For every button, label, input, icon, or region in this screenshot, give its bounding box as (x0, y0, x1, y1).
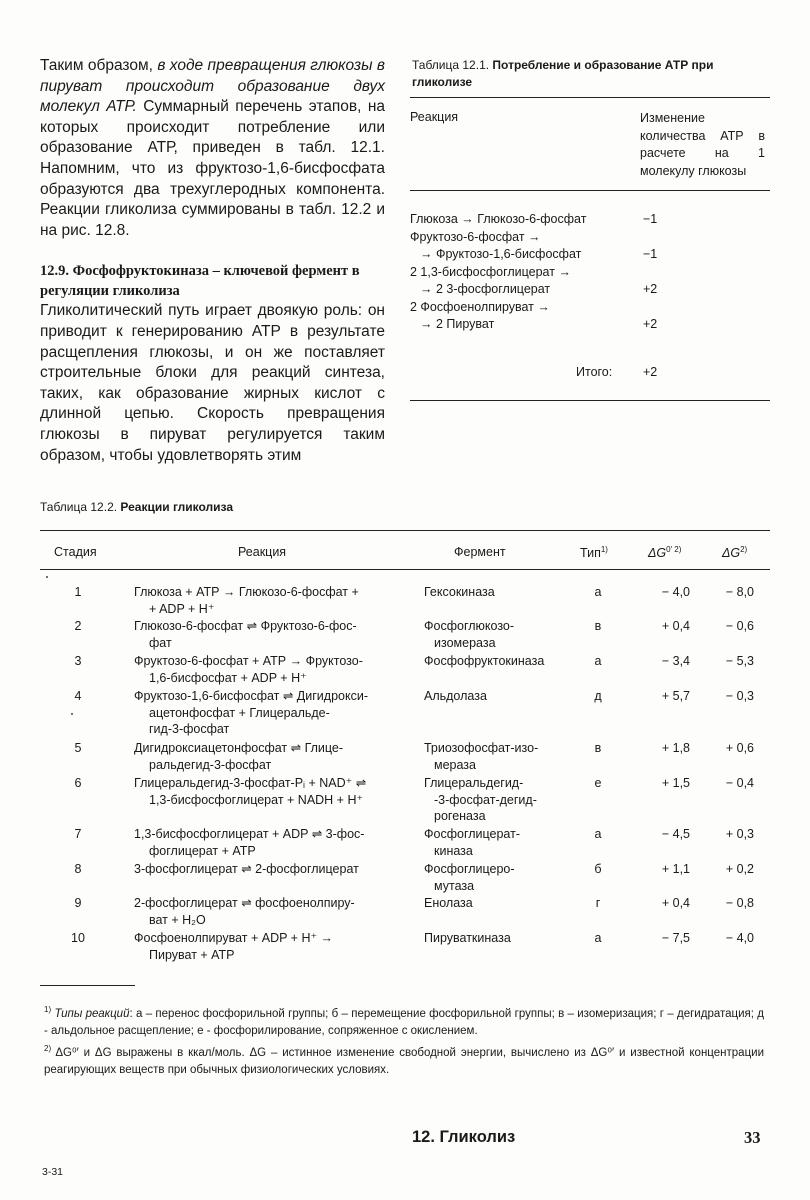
table2-stage-cell: 7 (74, 827, 82, 841)
table2-row (40, 584, 770, 617)
table2-header-dg-sup: 2) (740, 545, 748, 554)
table1-reaction-cell: Фруктозо-6-фосфат → (410, 229, 541, 244)
table2-enzyme-cell (424, 775, 564, 825)
table2-enzyme-line: мераза (434, 757, 476, 772)
table2-reaction-line: + ADP + H⁺ (149, 601, 215, 616)
table2-enzyme-line: Альдолаза (424, 689, 487, 703)
table2-stage-cell: 8 (74, 862, 82, 876)
section-paragraph: Гликолитический путь играет двоякую роль: он приводит к генерированию АТР в результате расщепления глюкозы, и он же поставляет строительные блоки для реакций синтеза, таких, как образование жирных кислот с длинной цепью. Скорость превращения глюкозы в пируват регулируется таким образом, чтобы удовлетворять этим (40, 302, 385, 464)
table2-dg-cell: − 8,0 (725, 585, 754, 599)
table2-reaction-line: Фосфоенолпируват + ADP + H⁺ → (134, 931, 334, 945)
table2-header-dg0-label: ΔG (648, 546, 667, 561)
table2-reaction-line: гид-3-фосфат (149, 722, 230, 736)
table2-header-type-sup: 1) (600, 545, 608, 554)
table1-value-cell: +2 (643, 317, 658, 331)
table2-enzyme-cell (424, 584, 564, 601)
table1-row (410, 246, 770, 264)
table2-stage-cell: 2 (74, 619, 82, 633)
table2-header-dg0 (648, 545, 681, 560)
intro-paragraph (40, 56, 385, 241)
table1-row (410, 299, 770, 317)
table2-type-cell: е (594, 776, 602, 790)
table2-reaction-line: фоглицерат + АТР (149, 843, 256, 858)
table2-enzyme-line: рогеназа (434, 809, 486, 823)
table2-reaction-line: Глюкозо-6-фосфат ⇌ Фруктозо-6-фос- (134, 619, 357, 633)
table1-total-value: +2 (643, 365, 658, 379)
table2-enzyme-cell (424, 895, 564, 912)
table2-reaction-line: Пируват + АТР (149, 947, 235, 962)
table2-header-rule (40, 569, 770, 570)
table2-enzyme-line: Фосфоглюкозо- (424, 619, 515, 633)
table2-stage-cell: 9 (74, 896, 82, 910)
footnote-2-text: ΔG⁰′ и ΔG выражены в ккал/моль. ΔG – истинное изменение свободной энергии, вычислено из ΔG⁰′ и известной концентрации реагирующих веществ при обычных физиологических условиях. (44, 1046, 765, 1076)
footnote-rule (40, 985, 135, 986)
intro-text-end: Суммарный перечень этапов, на которых происходит потребление или образование АТР, приведен в табл. 12.1. Напомним, что из фруктозо-1,6-бисфосфата образуются два трехуглеродных компонента. Реакции гликолиза суммированы в табл. 12.2 и на рис. 12.8. (40, 98, 385, 239)
table2-type-cell: б (594, 862, 602, 876)
table2-stage-cell: 5 (74, 741, 82, 755)
table1-caption-title: Потребление и образование АТР при гликолизе (412, 58, 714, 89)
table2-enzyme-cell (424, 618, 564, 651)
table1-reaction-cell: → 2 Пируват (420, 317, 495, 331)
table2-enzyme-line: изомераза (434, 635, 496, 650)
table2-reaction-line: Глицеральдегид-3-фосфат-Pᵢ + NAD⁺ ⇌ (134, 776, 367, 790)
table2-reaction-line: Глюкоза + АТР → Глюкозо-6-фосфат + (134, 585, 359, 599)
table2-enzyme-line: Глицеральдегид- (424, 776, 524, 790)
table2-stage-cell: 4 (74, 689, 82, 703)
table2-enzyme-line: киназа (434, 843, 473, 858)
table2-row (40, 861, 770, 894)
table1-row (410, 316, 770, 334)
table2-type-cell: а (594, 931, 602, 945)
table2-reaction-cell (134, 861, 396, 878)
table1-top-rule (410, 97, 770, 98)
table2-header-dg0-sup: 0′ 2) (666, 545, 682, 554)
footnote-2-mark: 2) (44, 1043, 52, 1053)
table1-value-cell: −1 (643, 212, 658, 226)
table2-reaction-cell (134, 688, 396, 738)
printer-signature: 3-31 (42, 1166, 64, 1178)
table2-caption-title: Реакции гликолиза (120, 500, 234, 514)
table2-enzyme-cell (424, 740, 564, 773)
footnote-2 (44, 1040, 764, 1079)
footnote-1 (44, 1001, 764, 1040)
table1-total-label: Итого: (576, 365, 613, 379)
table2-caption-number: Таблица 12.2. (40, 500, 118, 514)
table2-dg-cell: + 0,6 (725, 741, 754, 755)
footnote-1-text: : а – перенос фосфорильной группы; б – перемещение фосфорильной группы; в – изомеризация; г – дегидратация; д - альдольное расщепление; е - фосфорилирование, сопряженное с окислением. (44, 1007, 764, 1037)
table2-dg0-cell: − 4,0 (661, 585, 690, 599)
table2-row (40, 826, 770, 859)
table2-header-dg-label: ΔG (722, 546, 741, 561)
table1-row (410, 229, 770, 247)
table2-dg0-cell: − 4,5 (661, 827, 690, 841)
table2-stage-cell: 3 (74, 654, 82, 668)
table2-dg0-cell: + 5,7 (661, 689, 690, 703)
table2-header-type (580, 545, 608, 560)
table2-enzyme-line: Пируваткиназа (424, 931, 511, 945)
table2-enzyme-cell (424, 861, 564, 894)
table1-caption-number: Таблица 12.1. (412, 58, 490, 72)
table2-stage-cell: 1 (74, 585, 82, 599)
table2-reaction-line: 1,3-бисфосфоглицерат + NADH + H⁺ (149, 792, 364, 807)
table2-dg0-cell: + 0,4 (661, 896, 690, 910)
table2-dg0-cell: + 1,5 (661, 776, 690, 790)
table2-reaction-line: ральдегид-3-фосфат (149, 757, 272, 772)
table1-total-row (410, 365, 770, 383)
table2-row (40, 930, 770, 963)
table2-row (40, 775, 770, 825)
table2-type-cell: в (594, 619, 602, 633)
table2-header-enzyme: Фермент (454, 545, 506, 559)
table2-reaction-cell (134, 618, 396, 651)
table1-reaction-cell: → Фруктозо-1,6-бисфосфат (420, 247, 582, 261)
table1-reaction-cell: 2 1,3-бисфосфоглицерат → (410, 264, 571, 279)
intro-text-start: Таким образом, (40, 57, 158, 74)
table2-type-cell: а (594, 827, 602, 841)
table1-header-reaction: Реакция (410, 110, 459, 124)
table2-type-cell: а (594, 585, 602, 599)
table2-type-cell: а (594, 654, 602, 668)
table2-dg-cell: − 0,8 (725, 896, 754, 910)
table2-enzyme-line: Фосфоглицеро- (424, 862, 515, 876)
table2-stage-cell: 6 (74, 776, 82, 790)
table1-body (410, 211, 770, 334)
table2-reaction-line: Дигидроксиацетонфосфат ⇌ Глице- (134, 741, 344, 755)
table2-reaction-line: Фруктозо-1,6-бисфосфат ⇌ Дигидрокси- (134, 689, 368, 703)
table1-bottom-rule (410, 400, 770, 401)
table1-row (410, 264, 770, 282)
table2-header-type-label: Тип (580, 546, 601, 561)
table1-row (410, 281, 770, 299)
table2-caption (40, 500, 233, 514)
table2-reaction-line: 1,6-бисфосфат + ADP + H⁺ (149, 670, 307, 685)
table2-header-dg (722, 545, 747, 560)
table1-reaction-cell: → 2 3-фосфоглицерат (420, 282, 551, 296)
table2-dg-cell: − 0,6 (725, 619, 754, 633)
left-column (40, 56, 385, 466)
table2-reaction-line: 2-фосфоглицерат ⇌ фосфоенолпиру- (134, 896, 355, 910)
table1-header-change: Изменение количества АТР в расчете на 1 молекулу глюкозы (640, 111, 765, 178)
table2-enzyme-line: мутаза (434, 878, 475, 893)
table2-enzyme-line: Триозофосфат-изо- (424, 741, 539, 755)
table2-header-reaction: Реакция (238, 545, 287, 559)
table2-dg-cell: − 4,0 (725, 931, 754, 945)
table2-enzyme-cell (424, 930, 564, 947)
table2-enzyme-line: Енолаза (424, 896, 473, 910)
table2-row (40, 688, 770, 738)
table2-reaction-line: фат (149, 635, 172, 650)
table2-dg-cell: + 0,2 (725, 862, 754, 876)
table2-dg-cell: − 0,3 (725, 689, 754, 703)
table2-dg0-cell: − 7,5 (661, 931, 690, 945)
table2-reaction-line: ват + H₂O (149, 912, 206, 927)
table1-caption (412, 57, 762, 91)
table1-value-cell: −1 (643, 247, 658, 261)
table2-enzyme-line: Фосфоглицерат- (424, 827, 520, 841)
table2-enzyme-line: -3-фосфат-дегид- (434, 792, 537, 807)
table2-enzyme-cell (424, 688, 564, 705)
running-footer-chapter: 12. Гликолиз (412, 1128, 516, 1146)
table2-speck (46, 576, 48, 578)
table2-reaction-cell (134, 584, 396, 617)
table2-row (40, 653, 770, 686)
table2-row (40, 895, 770, 928)
table2-reaction-cell (134, 895, 396, 928)
table1-reaction-cell: 2 Фосфоенолпируват → (410, 299, 550, 314)
table2-stage-cell: 10 (71, 931, 85, 945)
table2-dg0-cell: + 0,4 (661, 619, 690, 633)
table2-row (40, 740, 770, 773)
table2-reaction-cell (134, 653, 396, 686)
table2-reaction-cell (134, 930, 396, 963)
table2-reaction-line: 3-фосфоглицерат ⇌ 2-фосфоглицерат (134, 862, 359, 876)
table1-row (410, 211, 770, 229)
table1-value-cell: +2 (643, 282, 658, 296)
table2-header-stage: Стадия (54, 545, 97, 559)
table2-dg-cell: + 0,3 (725, 827, 754, 841)
footnote-1-mark: 1) (44, 1005, 52, 1014)
intro-emphasis: в ходе превращения глюкозы в пируват происходит образование двух молекул АТР. (40, 57, 385, 116)
table2-reaction-line: ацетонфосфат + Глицеральде- (149, 705, 330, 720)
table1-reaction-cell: Глюкоза → Глюкозо-6-фосфат (410, 212, 587, 226)
table2-dg0-cell: + 1,1 (661, 862, 690, 876)
table2-enzyme-cell (424, 653, 564, 670)
footnotes (44, 1001, 764, 1079)
table2-reaction-cell (134, 826, 396, 859)
table2-type-cell: в (594, 741, 602, 755)
table2-dg-cell: − 5,3 (725, 654, 754, 668)
table2-reaction-line: 1,3-бисфосфоглицерат + ADP ⇌ 3-фос- (134, 827, 365, 841)
table2-enzyme-line: Гексокиназа (424, 585, 495, 599)
table2-reaction-cell (134, 775, 396, 808)
footnote-1-label: Типы реакций (54, 1007, 130, 1020)
table2-reaction-line: Фруктозо-6-фосфат + АТР → Фруктозо- (134, 654, 363, 668)
table2-reaction-cell (134, 740, 396, 773)
table2-top-rule (40, 530, 770, 531)
page-number: 33 (744, 1128, 761, 1147)
table2-row (40, 618, 770, 651)
table2-enzyme-cell (424, 826, 564, 859)
table2-type-cell: д (594, 689, 602, 703)
table1-header-rule (410, 190, 770, 191)
table2-dg-cell: − 0,4 (725, 776, 754, 790)
section-heading: 12.9. Фосфофруктокиназа – ключевой фермент в регуляции гликолиза (40, 263, 360, 300)
table2-enzyme-line: Фосфофруктокиназа (424, 654, 545, 668)
table2-dg0-cell: − 3,4 (661, 654, 690, 668)
table2-dg0-cell: + 1,8 (661, 741, 690, 755)
table2-type-cell: г (595, 896, 601, 910)
